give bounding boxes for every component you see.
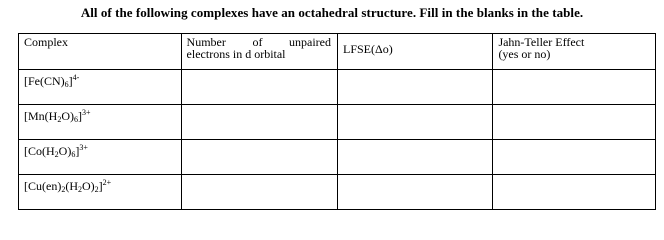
unpaired-electrons-cell[interactable]	[181, 105, 337, 140]
instruction-text: All of the following complexes have an octahedral structure. Fill in the blanks in the table.	[80, 5, 584, 20]
header-jahn-teller	[493, 34, 656, 70]
complex-cell	[19, 105, 182, 140]
lfse-cell[interactable]	[338, 105, 493, 140]
header-word: unpaired	[289, 35, 331, 49]
table-header-row	[19, 34, 656, 70]
complex-cell	[19, 140, 182, 175]
table-row	[19, 175, 656, 210]
jahn-teller-cell[interactable]	[493, 175, 656, 210]
jahn-teller-cell[interactable]	[493, 105, 656, 140]
complex-table	[18, 33, 656, 210]
jahn-teller-cell[interactable]	[493, 70, 656, 105]
header-jahn-teller-line2: (yes or no)	[498, 47, 551, 61]
header-lfse	[338, 34, 493, 70]
complex-formula: $[Co(H_2O)_6]^{3+}$	[24, 143, 88, 159]
table-row	[19, 140, 656, 175]
header-lfse-label: LFSE(Δo)	[343, 42, 393, 56]
lfse-cell[interactable]	[338, 175, 493, 210]
header-word: Number	[186, 35, 226, 49]
complex-formula: $[Cu(en)_2(H_2O)_2]^{2+}$	[24, 178, 112, 194]
header-word: of	[252, 35, 263, 49]
complex-formula: $[Mn(H_2O)_6]^{3+}$	[24, 108, 91, 124]
complex-formula: $[Fe(CN)_6]^{4-}$	[24, 73, 80, 89]
table-row	[19, 70, 656, 105]
header-jahn-teller-line1: Jahn-Teller Effect	[498, 35, 585, 49]
unpaired-electrons-cell[interactable]	[181, 175, 337, 210]
lfse-cell[interactable]	[338, 140, 493, 175]
unpaired-electrons-cell[interactable]	[181, 70, 337, 105]
header-complex	[19, 34, 182, 70]
table-row	[19, 105, 656, 140]
header-unpaired-electrons	[181, 34, 337, 70]
jahn-teller-cell[interactable]	[493, 140, 656, 175]
complex-cell	[19, 175, 182, 210]
complex-cell	[19, 70, 182, 105]
header-complex-label: Complex	[24, 35, 68, 49]
header-unpaired-electrons-line2: electrons in d orbital	[186, 47, 286, 61]
lfse-cell[interactable]	[338, 70, 493, 105]
unpaired-electrons-cell[interactable]	[181, 140, 337, 175]
